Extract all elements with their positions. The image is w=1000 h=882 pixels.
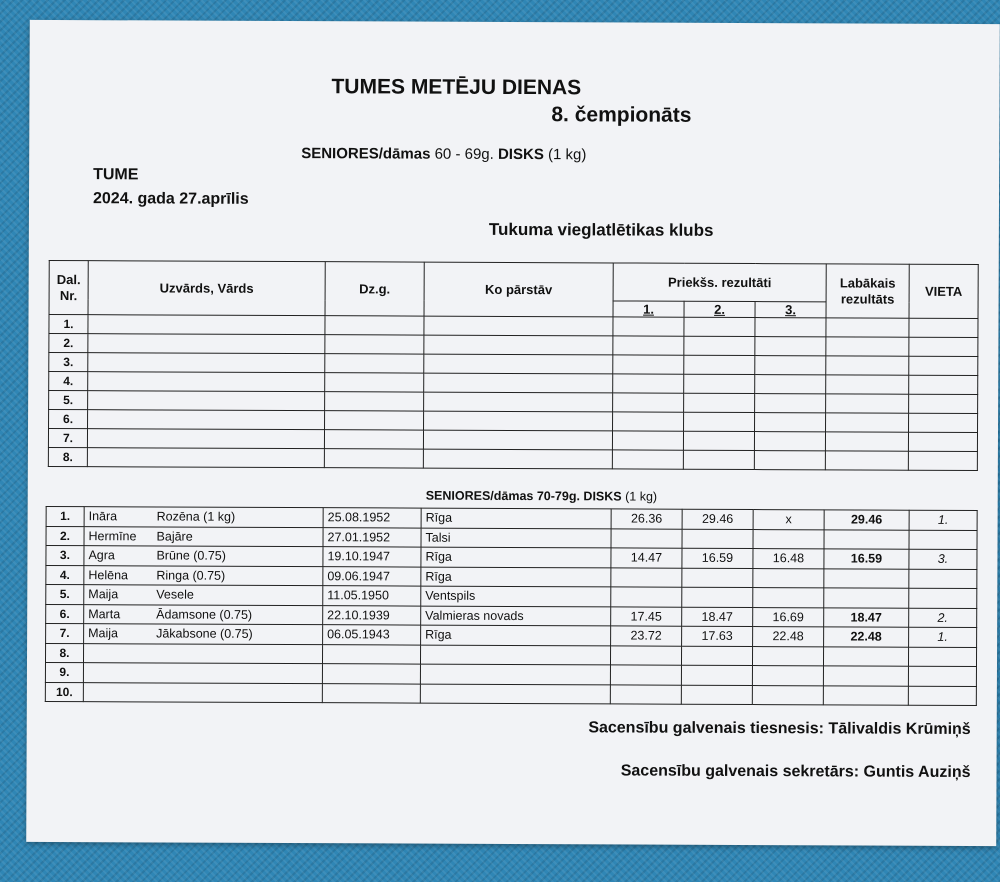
place [909, 530, 977, 550]
athlete-name [84, 507, 323, 528]
place: 3. [909, 549, 977, 569]
last-name: Bajāre [156, 529, 193, 544]
category-title-60-69 [301, 145, 586, 163]
row-nr: 3. [46, 545, 84, 565]
place [908, 647, 976, 667]
birth-date: 25.08.1952 [323, 508, 421, 528]
attempt-3 [752, 666, 823, 686]
header-best-result: Labākais rezultāts [826, 264, 909, 318]
attempt-1 [611, 587, 682, 607]
birth-date: 19.10.1947 [323, 547, 421, 567]
birth-date: 22.10.1939 [323, 605, 421, 625]
header-attempt-2: 2. [684, 301, 755, 317]
attempt-2 [681, 646, 752, 666]
last-name: Rozēna (1 kg) [156, 509, 236, 525]
row-nr: 1. [46, 506, 84, 526]
best-result [823, 646, 908, 666]
represents: Talsi [421, 528, 611, 548]
attempt-2 [682, 529, 753, 549]
row-nr: 7. [48, 428, 87, 447]
table-row [48, 447, 977, 470]
subtitle-group: SENIORES/dāmas 70-79g. [425, 488, 580, 504]
birth-date [322, 683, 420, 703]
represents: Rīga [421, 547, 611, 567]
attempt-2: 18.47 [682, 607, 753, 627]
best-result [824, 588, 909, 608]
attempt-3 [752, 646, 823, 666]
attempt-1: 23.72 [611, 626, 682, 646]
birth-date: 27.01.1952 [323, 527, 421, 547]
best-result [823, 685, 908, 705]
first-name: Hermīne [88, 528, 137, 544]
first-name: Marta [88, 606, 121, 622]
athlete-name [84, 604, 323, 625]
best-result: 22.48 [824, 627, 909, 647]
place [909, 569, 977, 589]
category-event: DISKS [497, 145, 544, 164]
attempt-2 [682, 568, 753, 588]
place: 1. [909, 627, 977, 647]
place [908, 686, 976, 706]
attempt-1: 26.36 [611, 509, 682, 529]
best-result: 18.47 [824, 607, 909, 627]
attempt-1 [610, 665, 681, 685]
birth-date [322, 644, 420, 664]
event-title: TUMES METĒJU DIENAS [331, 75, 582, 100]
athlete-name [83, 643, 322, 664]
category-title-70-79 [426, 489, 657, 504]
attempt-2 [682, 587, 753, 607]
represents [420, 664, 610, 684]
chief-judge: Sacensību galvenais tiesnesis: Tālivaldis Krūmiņš [588, 719, 971, 738]
event-date: 2024. gada 27.aprīlis [92, 190, 249, 208]
attempt-3: 16.69 [753, 607, 824, 627]
row-nr: 5. [49, 390, 88, 409]
chief-secretary: Sacensību galvenais sekretārs: Guntis Auziņš [620, 762, 971, 781]
organizer-club: Tukuma vieglatlētikas klubs [488, 219, 714, 240]
attempt-1 [611, 528, 682, 548]
header-prelim-results: Priekšs. rezultāti [613, 263, 826, 302]
first-name: Ināra [88, 509, 118, 524]
header-birth: Dz.g. [325, 262, 424, 316]
last-name: Jākabsone (0.75) [156, 626, 253, 642]
location: TUME [93, 166, 139, 184]
results-sheet [26, 20, 1000, 846]
last-name: Brūne (0.75) [156, 548, 226, 563]
best-result [824, 529, 909, 549]
category-weight: (1 kg) [547, 146, 587, 164]
row-nr: 7. [46, 623, 84, 643]
first-name: Maija [88, 626, 119, 641]
results-table-60-69 [48, 260, 979, 471]
subtitle-event: DISKS [583, 489, 622, 504]
results-table-70-79 [45, 506, 978, 706]
attempt-3 [753, 568, 824, 588]
athlete-name [84, 546, 323, 567]
athlete-name [84, 526, 323, 547]
attempt-3 [753, 588, 824, 608]
attempt-2 [681, 665, 752, 685]
last-name: Ādamsone (0.75) [156, 607, 253, 622]
category-age: 60 - 69g. [434, 145, 494, 163]
represents: Rīga [421, 625, 611, 645]
header-attempt-1: 1. [613, 301, 684, 317]
represents [420, 684, 610, 704]
attempt-1 [610, 645, 681, 665]
attempt-2: 17.63 [682, 626, 753, 646]
athlete-name [84, 565, 323, 586]
athlete-name [84, 585, 323, 606]
attempt-3 [752, 685, 823, 705]
best-result [823, 666, 908, 686]
row-nr: 10. [45, 682, 83, 702]
attempt-2: 29.46 [682, 509, 753, 529]
best-result [824, 568, 909, 588]
subtitle-weight: (1 kg) [625, 489, 658, 504]
row-nr: 5. [46, 584, 84, 604]
athlete-name [83, 682, 322, 703]
represents: Rīga [421, 567, 611, 587]
attempt-2 [681, 685, 752, 705]
row-nr: 1. [49, 314, 88, 333]
place: 2. [909, 608, 977, 628]
attempt-1 [611, 567, 682, 587]
row-nr: 2. [49, 333, 88, 352]
table-row [45, 682, 976, 706]
attempt-1 [610, 684, 681, 704]
attempt-3: 16.48 [753, 549, 824, 569]
row-nr: 6. [49, 409, 88, 428]
best-result: 16.59 [824, 549, 909, 569]
row-nr: 8. [48, 447, 87, 466]
header-represents: Ko pārstāv [424, 262, 613, 317]
represents: Ventspils [421, 586, 611, 606]
header-attempt-3: 3. [755, 302, 826, 318]
first-name: Agra [88, 548, 115, 563]
row-nr: 2. [46, 526, 84, 546]
athlete-name [83, 663, 322, 684]
birth-date: 09.06.1947 [323, 566, 421, 586]
row-nr: 4. [49, 371, 88, 390]
attempt-1: 17.45 [611, 606, 682, 626]
attempt-1: 14.47 [611, 548, 682, 568]
header-nr: Dal. Nr. [49, 260, 88, 314]
attempt-2: 16.59 [682, 548, 753, 568]
row-nr: 4. [46, 565, 84, 585]
athlete-name [84, 624, 323, 645]
place: 1. [909, 510, 977, 530]
attempt-3: x [753, 510, 824, 530]
represents [420, 645, 610, 665]
row-nr: 6. [46, 604, 84, 624]
row-nr: 3. [49, 352, 88, 371]
place [909, 588, 977, 608]
header-name: Uzvārds, Vārds [88, 261, 325, 316]
attempt-3: 22.48 [753, 627, 824, 647]
place [908, 666, 976, 686]
first-name: Maija [88, 587, 119, 602]
last-name: Vesele [156, 587, 194, 602]
header-place: VIETA [909, 264, 978, 318]
birth-date: 06.05.1943 [323, 625, 421, 645]
represents: Valmieras novads [421, 606, 611, 626]
birth-date: 11.05.1950 [323, 586, 421, 606]
birth-date [322, 664, 420, 684]
championship-edition: 8. čempionāts [551, 103, 692, 127]
row-nr: 9. [45, 662, 83, 682]
best-result: 29.46 [824, 510, 909, 530]
row-nr: 8. [45, 643, 83, 663]
category-group: SENIORES/dāmas [301, 145, 431, 163]
last-name: Ringa (0.75) [156, 568, 226, 583]
represents: Rīga [421, 508, 611, 528]
first-name: Helēna [88, 567, 129, 583]
attempt-3 [753, 529, 824, 549]
